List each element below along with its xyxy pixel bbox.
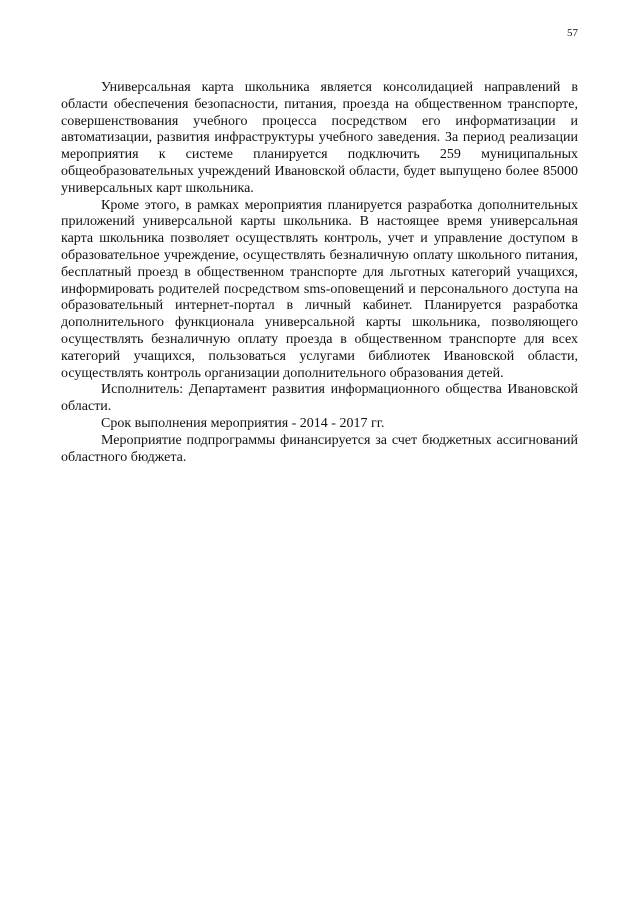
document-body xyxy=(61,80,578,466)
paragraph-financing: Мероприятие подпрограммы финансируется за счет бюджетных ассигнований областного бюджета. xyxy=(61,432,578,465)
paragraph-additional-applications: Кроме этого, в рамках мероприятия планируется разработка дополнительных приложений универсальной карты школьника. В настоящее время универсальная карта школьника позволяет осуществлять контроль, учет и управление доступом в образовательное учреждение, осуществлять безналичную оплату школьного питания, бесплатный проезд в общественном транспорте для льготных категорий учащихся, информировать родителей посредством sms-оповещений и персонального доступа на образовательный интернет-портал в личный кабинет. Планируется разработка дополнительного функционала универсальной карты школьника, позволяющего осуществлять безналичную оплату проезда в общественном транспорте для всех категорий учащихся, пользоваться услугами библиотек Ивановской области, осуществлять контроль организации дополнительного образования детей. xyxy=(61,197,578,381)
page-number: 57 xyxy=(567,27,578,39)
paragraph-school-card-overview: Универсальная карта школьника является консолидацией направлений в области обеспечения безопасности, питания, проезда на общественном транспорте, совершенствования учебного процесса посредством его информатизации и автоматизации, развития инфраструктуры учебного заведения. За период реализации мероприятия к системе планируется подключить 259 муниципальных общеобразовательных учреждений Ивановской области, будет выпущено более 85000 универсальных карт школьника. xyxy=(61,80,578,196)
paragraph-timeframe: Срок выполнения мероприятия - 2014 - 2017 гг. xyxy=(101,415,385,431)
paragraph-executor: Исполнитель: Департамент развития информационного общества Ивановской области. xyxy=(61,382,578,415)
